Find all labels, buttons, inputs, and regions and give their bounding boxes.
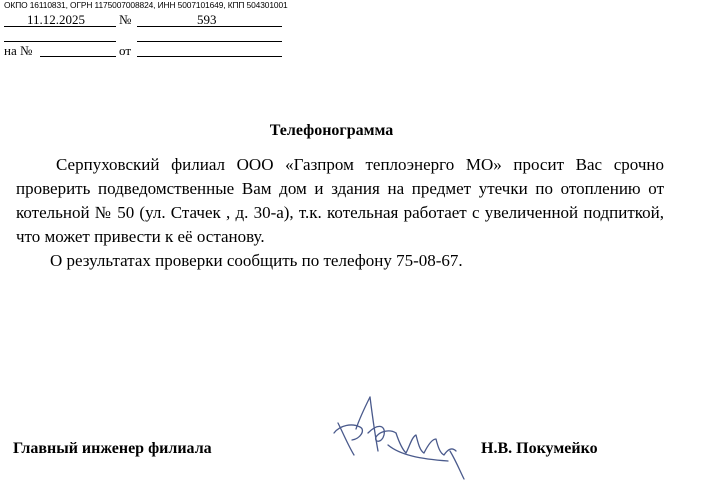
document-date: 11.12.2025 <box>27 12 86 27</box>
number-label: № <box>119 12 132 27</box>
blank-line-left <box>4 41 116 42</box>
document-body <box>16 153 664 273</box>
organization-requisites: ОКПО 16110831, ОГРН 1175007008824, ИНН 5007101649, КПП 504301001 <box>4 0 288 10</box>
document-number: 593 <box>197 12 217 27</box>
reference-from-label: от <box>119 43 132 58</box>
body-paragraph: Серпуховский филиал ООО «Газпром теплоэнерго МО» просит Вас срочно проверить подведомственные Вам дом и здания на предмет утечки по отоплению от котельной № 50 (ул. Стачек , д. 30-а), т.к. котельная работает с увеличенной подпиткой, что может привести к её останову. <box>16 155 664 246</box>
reference-number-line <box>40 56 116 57</box>
signatory-name: Н.В. Покумейко <box>481 440 598 457</box>
date-underline <box>4 26 116 27</box>
handwritten-signature <box>330 393 470 483</box>
signatory-position: Главный инженер филиала <box>13 440 212 457</box>
reference-date-line <box>137 56 282 57</box>
number-underline <box>137 26 282 27</box>
document-title: Телефонограмма <box>269 122 394 139</box>
body-paragraph: О результатах проверки сообщить по телефону 75-08-67. <box>50 251 463 270</box>
blank-line-right <box>137 41 282 42</box>
reference-prefix: на № <box>4 43 33 58</box>
